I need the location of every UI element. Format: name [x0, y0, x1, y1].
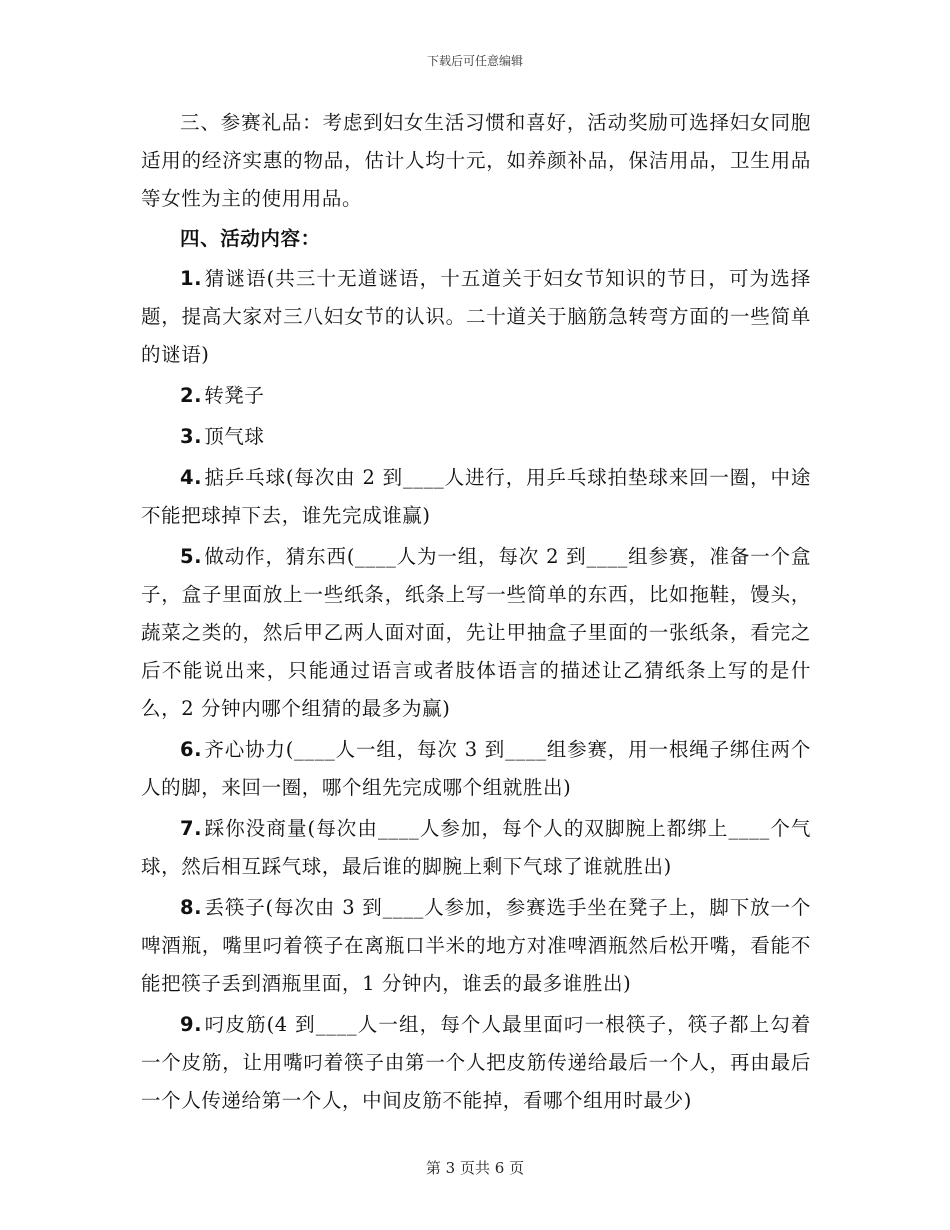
list-item	[141, 731, 811, 807]
item-number: 9.	[180, 1013, 203, 1036]
item-number: 1.	[180, 267, 203, 290]
item-text: 丢筷子(每次由 3 到____人参加，参赛选手坐在凳子上，脚下放一个啤酒瓶，嘴里叼着筷子在离瓶口半米的地方对准啤酒瓶然后松开嘴，看能不能把筷子丢到酒瓶里面，1 分钟内，谁丢的最多谁胜出)	[141, 896, 811, 995]
list-item	[141, 377, 811, 415]
item-text: 掂乒乓球(每次由 2 到____人进行，用乒乓球拍垫球来回一圈，中途不能把球掉下去，谁先完成谁赢)	[141, 466, 811, 527]
item-number: 3.	[180, 425, 203, 448]
item-number: 5.	[180, 545, 203, 568]
item-text: 踩你没商量(每次由____人参加，每个人的双脚腕上都绑上____个气球，然后相互踩气球，最后谁的脚腕上剩下气球了谁就胜出)	[141, 817, 811, 878]
list-item	[141, 889, 811, 1003]
item-text: 做动作，猜东西(____人为一组，每次 2 到____组参赛，准备一个盒子，盒子里面放上一些纸条，纸条上写一些简单的东西，比如拖鞋，馒头，蔬菜之类的，然后甲乙两人面对面，先让甲抽盒子里面的一张纸条，看完之后不能说出来，只能通过语言或者肢体语言的描述让乙猜纸条上写的是什么，2 分钟内哪个组猜的最多为赢)	[141, 545, 811, 720]
item-text: 猜谜语(共三十无道谜语，十五道关于妇女节知识的节日，可为选择题，提高大家对三八妇女节的认识。二十道关于脑筋急转弯方面的一些简单的谜语)	[141, 267, 811, 366]
list-item	[141, 1006, 811, 1120]
section-4-heading: 四、活动内容：	[180, 227, 321, 250]
list-item	[141, 260, 811, 374]
item-number: 2.	[180, 384, 203, 407]
item-text: 齐心协力(____人一组，每次 3 到____组参赛，用一根绳子绑住两个人的脚，来回一圈，哪个组先完成哪个组就胜出)	[141, 738, 811, 799]
document-body	[141, 104, 811, 1123]
item-text: 叼皮筋(4 到____人一组，每个人最里面叼一根筷子，筷子都上勾着一个皮筋，让用嘴叼着筷子由第一个人把皮筋传递给最后一个人，再由最后一个人传递给第一个人，中间皮筋不能掉，看哪个组用时最少)	[141, 1013, 811, 1112]
item-number: 6.	[180, 738, 203, 761]
page-footer: 第 3 页共 6 页	[425, 1159, 525, 1177]
item-text: 顶气球	[204, 425, 265, 448]
item-text: 转凳子	[204, 384, 265, 407]
item-number: 7.	[180, 817, 203, 840]
list-item	[141, 810, 811, 886]
list-item	[141, 538, 811, 728]
item-number: 4.	[180, 466, 203, 489]
section-3-paragraph: 三、参赛礼品：考虑到妇女生活习惯和喜好，活动奖励可选择妇女同胞适用的经济实惠的物品，估计人均十元，如养颜补品，保洁用品，卫生用品等女性为主的使用用品。	[141, 111, 811, 210]
list-item	[141, 418, 811, 456]
list-item	[141, 459, 811, 535]
item-number: 8.	[180, 896, 203, 919]
page-header: 下载后可任意编辑	[426, 54, 523, 68]
